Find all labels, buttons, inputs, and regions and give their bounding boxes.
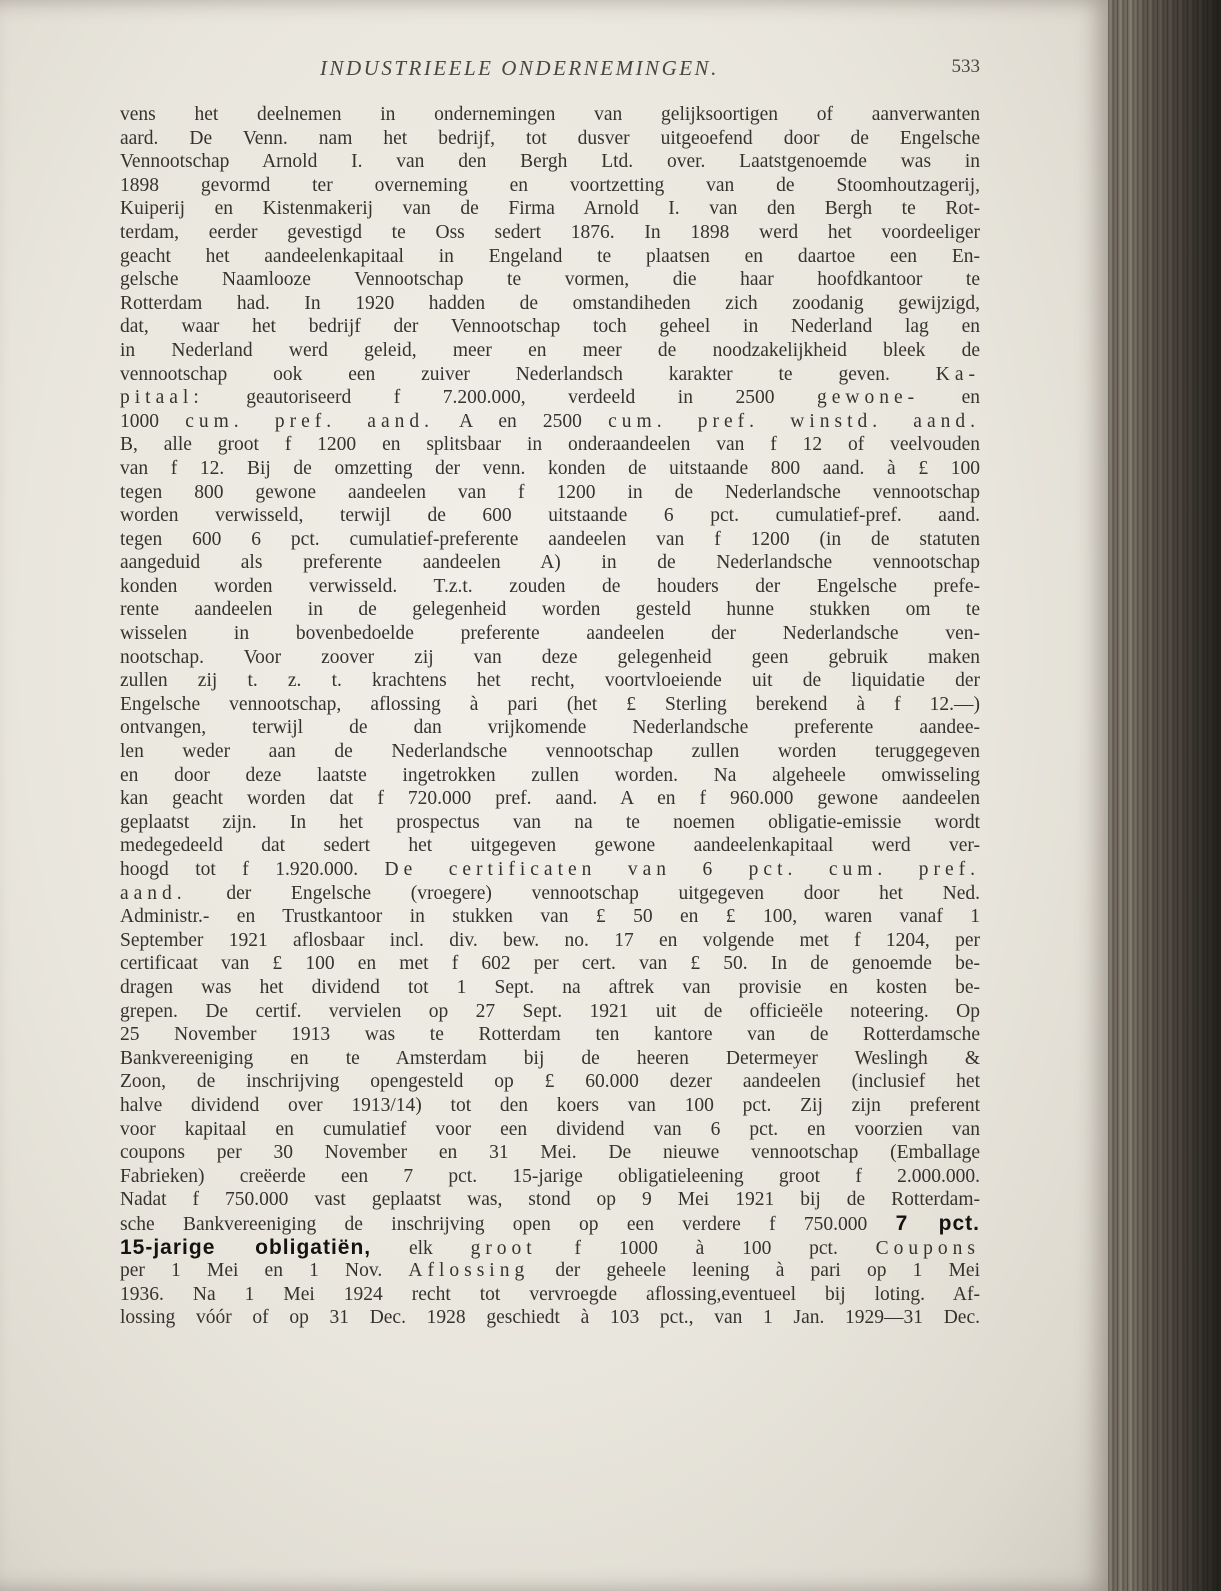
text-segment: geautoriseerd f 7.200.000, verdeeld in 2500 <box>203 387 817 409</box>
text-line <box>120 646 980 670</box>
text-segment: per 1 Mei en 1 Nov. <box>120 1260 409 1282</box>
text-segment: terdam, eerder gevestigd te Oss sedert 1876. In 1898 werd het voordeeliger <box>120 221 980 243</box>
text-line <box>120 1047 980 1071</box>
text-segment: en <box>919 387 981 409</box>
text-segment: in Nederland werd geleid, meer en meer de noodzakelijkheid bleek de <box>120 339 980 361</box>
text-line <box>120 1236 980 1260</box>
spaced-term: groot <box>470 1237 537 1259</box>
text-segment: tegen 800 gewone aandeelen van f 1200 in de Nederlandsche vennootschap <box>120 481 980 503</box>
text-line <box>120 551 980 575</box>
text-segment: vennootschap ook een zuiver Nederlandsch karakter te geven. <box>120 363 936 385</box>
text-line <box>120 787 980 811</box>
text-segment: Administr.- en Trustkantoor in stukken van £ 50 en £ 100, waren vanaf 1 <box>120 906 980 928</box>
text-segment: geplaatst zijn. In het prospectus van na te noemen obligatie-emissie wordt <box>120 811 980 833</box>
text-line <box>120 127 980 151</box>
text-line <box>120 622 980 646</box>
text-line <box>120 1283 980 1307</box>
text-segment: A en 2500 <box>434 410 609 432</box>
text-line <box>120 1070 980 1094</box>
text-line <box>120 1212 980 1236</box>
text-line <box>120 1118 980 1142</box>
spaced-term: gewone- <box>816 387 920 409</box>
text-segment: aard. De Venn. nam het bedrijf, tot dusver uitgeoefend door de Engelsche <box>120 127 980 149</box>
text-segment: medegedeeld dat sedert het uitgegeven gewone aandeelenkapitaal werd ver- <box>120 835 980 857</box>
text-segment: rente aandeelen in de gelegenheid worden gesteld hunne stukken om te <box>120 599 980 621</box>
text-line <box>120 457 980 481</box>
spaced-term: cum. pref. aand. <box>185 410 434 432</box>
text-segment: zullen zij t. z. t. krachtens het recht, voortvloeiende uit de liquidatie der <box>120 670 980 692</box>
text-segment: halve dividend over 1913/14) tot den koers van 100 pct. Zij zijn preferent <box>120 1094 980 1116</box>
text-line <box>120 1165 980 1189</box>
body-text <box>120 103 980 1330</box>
text-line <box>120 882 980 906</box>
text-segment: Rotterdam had. In 1920 hadden de omstandiheden zich zoodanig gewijzigd, <box>120 292 980 314</box>
text-segment: tegen 600 6 pct. cumulatief-preferente aandeelen van f 1200 (in de statuten <box>120 528 980 550</box>
text-line <box>120 1259 980 1283</box>
text-line <box>120 1306 980 1330</box>
text-line <box>120 504 980 528</box>
text-segment: Nadat f 750.000 vast geplaatst was, stond op 9 Mei 1921 bij de Rotterdam- <box>120 1189 980 1211</box>
text-line <box>120 1000 980 1024</box>
text-line <box>120 386 980 410</box>
text-line <box>120 858 980 882</box>
text-segment: en door deze laatste ingetrokken zullen worden. Na algeheele omwisseling <box>120 764 980 786</box>
text-segment: Zoon, de inschrijving opengesteld op £ 60.000 dezer aandeelen (inclusief het <box>120 1071 980 1093</box>
text-line <box>120 339 980 363</box>
text-segment: hoogd tot f 1.920.000. <box>120 859 385 880</box>
text-segment: voor kapitaal en cumulatief voor een dividend van 6 pct. en voorzien van <box>120 1118 980 1140</box>
bold-term: 7 pct. <box>895 1211 980 1235</box>
text-line <box>120 221 980 245</box>
text-line <box>120 315 980 339</box>
text-segment: coupons per 30 November en 31 Mei. De nieuwe vennootschap (Emballage <box>120 1142 980 1164</box>
text-segment: dat, waar het bedrijf der Vennootschap toch geheel in Nederland lag en <box>120 316 980 338</box>
text-line <box>120 1188 980 1212</box>
text-line <box>120 693 980 717</box>
text-line <box>120 669 980 693</box>
text-line <box>120 1141 980 1165</box>
text-segment: September 1921 aflosbaar incl. div. bew. no. 17 en volgende met f 1204, per <box>120 929 980 951</box>
text-line <box>120 976 980 1000</box>
text-line <box>120 716 980 740</box>
text-line <box>120 433 980 457</box>
text-line <box>120 481 980 505</box>
spaced-term: aand. <box>120 882 187 904</box>
text-line <box>120 410 980 434</box>
text-line <box>120 952 980 976</box>
text-segment: geacht het aandeelenkapitaal in Engeland te plaatsen en daartoe een En- <box>120 245 980 267</box>
text-segment: der geheele leening à pari op 1 Mei <box>529 1260 981 1282</box>
text-segment: grepen. De certif. vervielen op 27 Sept. 1921 uit de officieële noteering. Op <box>120 1000 980 1022</box>
text-line <box>120 764 980 788</box>
text-segment: sche Bankvereeniging de inschrijving open op een verdere f 750.000 <box>120 1213 896 1235</box>
text-segment: worden verwisseld, terwijl de 600 uitstaande 6 pct. cumulatief-pref. aand. <box>120 505 980 527</box>
text-segment: aangeduid als preferente aandeelen A) in de Nederlandsche vennootschap <box>120 552 980 574</box>
spaced-term: cum. pref. winstd. aand. <box>608 410 980 432</box>
text-segment: ontvangen, terwijl de dan vrijkomende Nederlandsche preferente aandee- <box>120 717 980 739</box>
text-segment: B, alle groot f 1200 en splitsbaar in onderaandeelen van f 12 of veelvouden <box>120 434 980 456</box>
text-line <box>120 1023 980 1047</box>
text-segment: vens het deelnemen in ondernemingen van gelijksoortigen of aanverwanten <box>120 104 980 125</box>
text-segment: lossing vóór of op 31 Dec. 1928 geschiedt à 103 pct., van 1 Jan. 1929—31 Dec. <box>120 1307 980 1329</box>
text-line <box>120 174 980 198</box>
text-segment: nootschap. Voor zoover zij van deze gelegenheid geen gebruik maken <box>120 646 980 668</box>
text-line <box>120 575 980 599</box>
text-line <box>120 197 980 221</box>
text-segment: Kuiperij en Kistenmakerij van de Firma Arnold I. van den Bergh te Rot- <box>120 198 980 220</box>
bold-term: 15-jarige obligatiën, <box>120 1235 372 1259</box>
text-segment: dragen was het dividend tot 1 Sept. na aftrek van provisie en kosten be- <box>120 976 980 998</box>
text-segment: elk <box>371 1237 471 1259</box>
text-segment: der Engelsche (vroegere) vennootschap uitgegeven door het Ned. <box>186 882 980 904</box>
text-line <box>120 598 980 622</box>
spaced-term: Aflossing <box>408 1260 530 1282</box>
text-line <box>120 1094 980 1118</box>
text-segment: certificaat van £ 100 en met f 602 per cert. van £ 50. In de genoemde be- <box>120 953 980 975</box>
text-line <box>120 150 980 174</box>
text-line <box>120 268 980 292</box>
text-segment: van f 12. Bij de omzetting der venn. konden de uitstaande 800 aand. à £ 100 <box>120 457 980 479</box>
running-head <box>120 56 980 86</box>
text-segment: 1000 <box>120 410 186 432</box>
text-line <box>120 834 980 858</box>
section-title: INDUSTRIEELE ONDERNEMINGEN. <box>320 56 719 80</box>
text-segment: Engelsche vennootschap, aflossing à pari (het £ Sterling berekend à f 12.—) <box>120 693 980 715</box>
text-segment: len weder aan de Nederlandsche vennootschap zullen worden teruggegeven <box>120 741 980 763</box>
text-line <box>120 811 980 835</box>
text-line <box>120 245 980 269</box>
text-line <box>120 905 980 929</box>
text-segment: f 1000 à 100 pct. <box>536 1237 876 1259</box>
spaced-term: Coupons <box>875 1237 980 1259</box>
text-line <box>120 363 980 387</box>
text-segment: 1898 gevormd ter overneming en voortzetting van de Stoomhoutzagerij, <box>120 174 980 196</box>
text-segment: 25 November 1913 was te Rotterdam ten kantore van de Rotterdamsche <box>120 1024 980 1046</box>
spaced-term: De certificaten van 6 pct. cum. pref. <box>384 859 980 880</box>
text-segment: kan geacht worden dat f 720.000 pref. aand. A en f 960.000 gewone aandeelen <box>120 788 980 810</box>
text-line <box>120 528 980 552</box>
text-line <box>120 103 980 127</box>
text-segment: Vennootschap Arnold I. van den Bergh Ltd. over. Laatstgenoemde was in <box>120 151 980 173</box>
text-segment: Fabrieken) creëerde een 7 pct. 15-jarige obligatieleening groot f 2.000.000. <box>120 1165 980 1187</box>
text-segment: 1936. Na 1 Mei 1924 recht tot vervroegde aflossing,eventueel bij loting. Af- <box>120 1283 980 1305</box>
page-number: 533 <box>951 56 980 77</box>
spaced-term: Ka- <box>935 363 980 385</box>
text-line <box>120 740 980 764</box>
spaced-term: pitaal: <box>120 387 204 409</box>
text-line <box>120 292 980 316</box>
book-binding-edge <box>1108 0 1221 1591</box>
text-segment: gelsche Naamlooze Vennootschap te vormen, die haar hoofdkantoor te <box>120 269 980 291</box>
text-segment: Bankvereeniging en te Amsterdam bij de heeren Determeyer Weslingh & <box>120 1047 980 1069</box>
text-segment: wisselen in bovenbedoelde preferente aandeelen der Nederlandsche ven- <box>120 623 980 645</box>
text-segment: konden worden verwisseld. T.z.t. zouden de houders der Engelsche prefe- <box>120 575 980 597</box>
text-line <box>120 929 980 953</box>
